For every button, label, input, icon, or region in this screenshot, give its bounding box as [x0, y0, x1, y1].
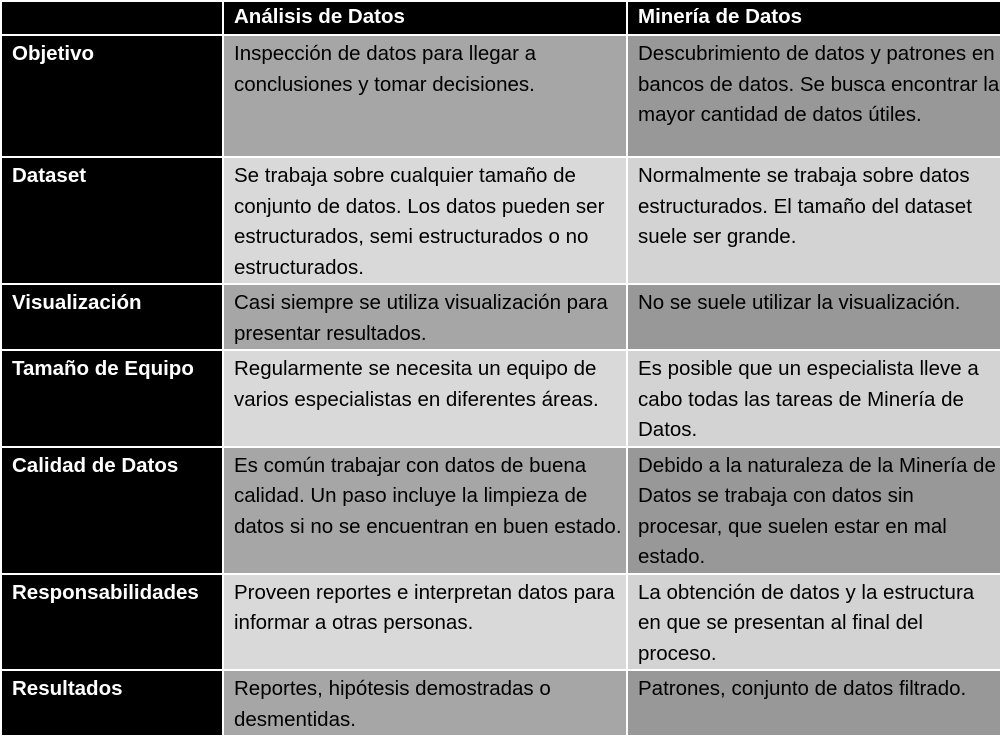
- header-corner-cell: [1, 1, 223, 35]
- analisis-cell: Es común trabajar con datos de buena calidad. Un paso incluye la limpieza de datos si no se encuentran en buen estado.: [223, 447, 627, 574]
- header-mineria-de-datos: Minería de Datos: [627, 1, 1000, 35]
- row-label: Calidad de Datos: [1, 447, 223, 574]
- mineria-cell: Debido a la naturaleza de la Minería de Datos se trabaja con datos sin procesar, que suelen estar en mal estado.: [627, 447, 1000, 574]
- row-label: Objetivo: [1, 35, 223, 157]
- row-label: Responsabilidades: [1, 574, 223, 671]
- mineria-cell: La obtención de datos y la estructura en que se presentan al final del proceso.: [627, 574, 1000, 671]
- header-row: [1, 1, 1000, 35]
- analisis-cell: Casi siempre se utiliza visualización para presentar resultados.: [223, 284, 627, 350]
- analisis-cell: Proveen reportes e interpretan datos para informar a otras personas.: [223, 574, 627, 671]
- mineria-cell: No se suele utilizar la visualización.: [627, 284, 1000, 350]
- table-row-calidad-de-datos: [1, 447, 1000, 574]
- mineria-cell: Normalmente se trabaja sobre datos estructurados. El tamaño del dataset suele ser grande.: [627, 157, 1000, 284]
- table-row-tamano-de-equipo: [1, 350, 1000, 447]
- analisis-cell: Regularmente se necesita un equipo de varios especialistas en diferentes áreas.: [223, 350, 627, 447]
- table-row-resultados: [1, 670, 1000, 736]
- table-row-objetivo: [1, 35, 1000, 157]
- analisis-cell: Inspección de datos para llegar a conclusiones y tomar decisiones.: [223, 35, 627, 157]
- mineria-cell: Es posible que un especialista lleve a cabo todas las tareas de Minería de Datos.: [627, 350, 1000, 447]
- analisis-cell: Se trabaja sobre cualquier tamaño de conjunto de datos. Los datos pueden ser estructurados, semi estructurados o no estructurados.: [223, 157, 627, 284]
- analisis-cell: Reportes, hipótesis demostradas o desmentidas.: [223, 670, 627, 736]
- row-label: Visualización: [1, 284, 223, 350]
- row-label: Resultados: [1, 670, 223, 736]
- table-row-visualizacion: [1, 284, 1000, 350]
- row-label: Tamaño de Equipo: [1, 350, 223, 447]
- mineria-cell: Descubrimiento de datos y patrones en bancos de datos. Se busca encontrar la mayor cantidad de datos útiles.: [627, 35, 1000, 157]
- mineria-cell: Patrones, conjunto de datos filtrado.: [627, 670, 1000, 736]
- table-row-responsabilidades: [1, 574, 1000, 671]
- row-label: Dataset: [1, 157, 223, 284]
- table-row-dataset: [1, 157, 1000, 284]
- header-analisis-de-datos: Análisis de Datos: [223, 1, 627, 35]
